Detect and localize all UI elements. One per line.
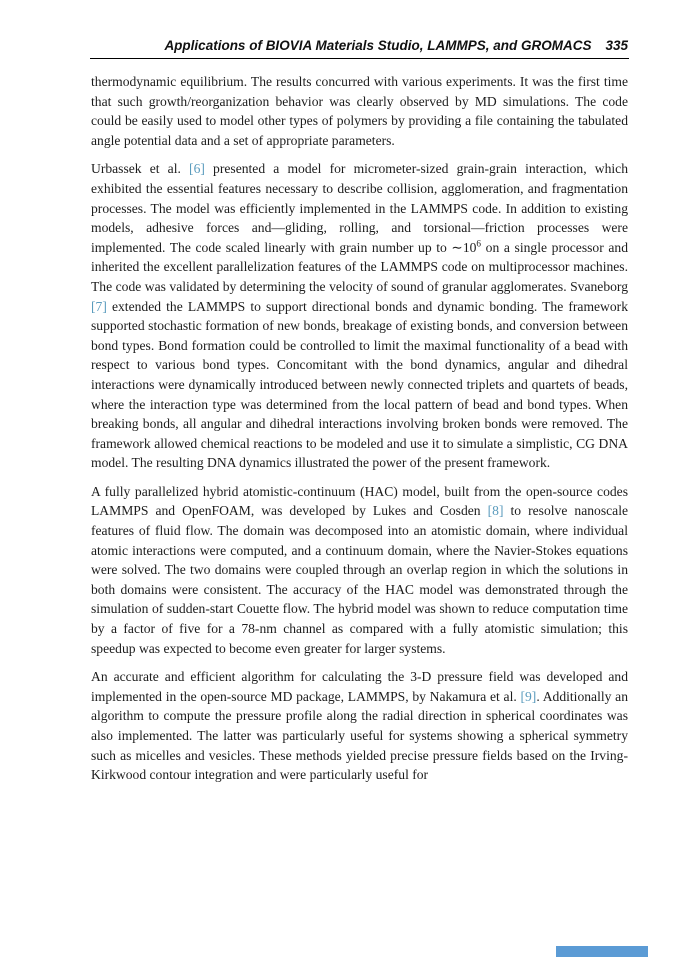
body-text [91, 72, 628, 794]
text-run: extended the LAMMPS to support directional bonds and dynamic bonding. The framework supported stochastic formation of new bonds, breakage of existing bonds, and conversion between bond types. Bond formation could be controlled to limit the maximal functionality of a bead with respect to various bond types. Concomitant with the bond dynamics, angular and dihedral interactions were dynamically introduced between newly connected triplets and quartets of beads, where the interaction type was determined from the local pattern of bead and bond types. When breaking bonds, all angular and dihedral interactions involving broken bonds were removed. The framework allowed chemical reactions to be modeled and use it to simulate a simplistic, CG DNA model. The resulting DNA dynamics illustrated the power of the present framework. [91, 298, 628, 471]
text-run: thermodynamic equilibrium. The results concurred with various experiments. It was the first time that such growth/reorganization behavior was clearly observed by MD simulations. The code could be easily used to model other types of polymers by providing a file containing the tabulated angle potential data and a set of appropriate parameters. [91, 74, 628, 148]
progress-indicator [556, 946, 648, 957]
paragraph [91, 72, 628, 150]
header-rule [90, 58, 629, 59]
citation-link[interactable]: [6] [189, 161, 205, 177]
citation-link[interactable]: [7] [91, 298, 107, 314]
superscript-exponent: 6 [476, 238, 482, 249]
running-head [91, 38, 628, 53]
text-run: to resolve nanoscale features of fluid flow. The domain was decomposed into an atomistic domain, where individual atomic interactions were computed, and a continuum domain, where the Navier-Stokes equations were solved. The two domains were coupled through an overlap region in which the solutions in both domains were consistent. The accuracy of the HAC model was demonstrated through the simulation of sudden-start Couette flow. The hybrid model was shown to reduce computation time by a factor of five for a 78-nm channel as compared with a fully atomistic simulation; this speedup was expected to become even greater for larger systems. [91, 503, 628, 656]
text-run: on a single processor and inherited the excellent parallelization features of the LAMMPS code on multiprocessor machines. The code was validated by determining the velocity of sound of granular agglomerates. Svaneborg [91, 239, 628, 294]
text-run: Urbassek et al. [91, 161, 190, 177]
paragraph [91, 482, 628, 658]
text-run: A fully parallelized hybrid atomistic-continuum (HAC) model, built from the open-source codes LAMMPS and OpenFOAM, was developed by Lukes and Cosden [91, 483, 628, 519]
running-head-title: Applications of BIOVIA Materials Studio, LAMMPS, and GROMACS [164, 38, 592, 53]
paragraph [91, 159, 628, 473]
text-run: presented a model for micrometer-sized grain-grain interaction, which exhibited the essential features necessary to describe collision, agglomeration, and fragmentation processes. The model was efficiently implemented in the LAMMPS code. In addition to existing models, adhesive forces and—gliding, rolling, and torsional—friction processes were implemented. The code scaled linearly with grain number up to ∼10 [91, 161, 628, 255]
page-number: 335 [605, 38, 628, 53]
text-run: An accurate and efficient algorithm for calculating the 3-D pressure field was developed and implemented in the open-source MD package, LAMMPS, by Nakamura et al. [91, 669, 628, 704]
text-run: . Additionally an algorithm to compute the pressure profile along the radial direction in spherical coordinates was also implemented. The latter was particularly useful for systems showing a spherical symmetry such as micelles and vesicles. These methods yielded precise pressure fields based on the Irving-Kirkwood contour integration and were particularly useful for [91, 688, 629, 783]
citation-link[interactable]: [9] [520, 688, 537, 704]
citation-link[interactable]: [8] [487, 503, 504, 519]
paragraph [91, 667, 628, 785]
